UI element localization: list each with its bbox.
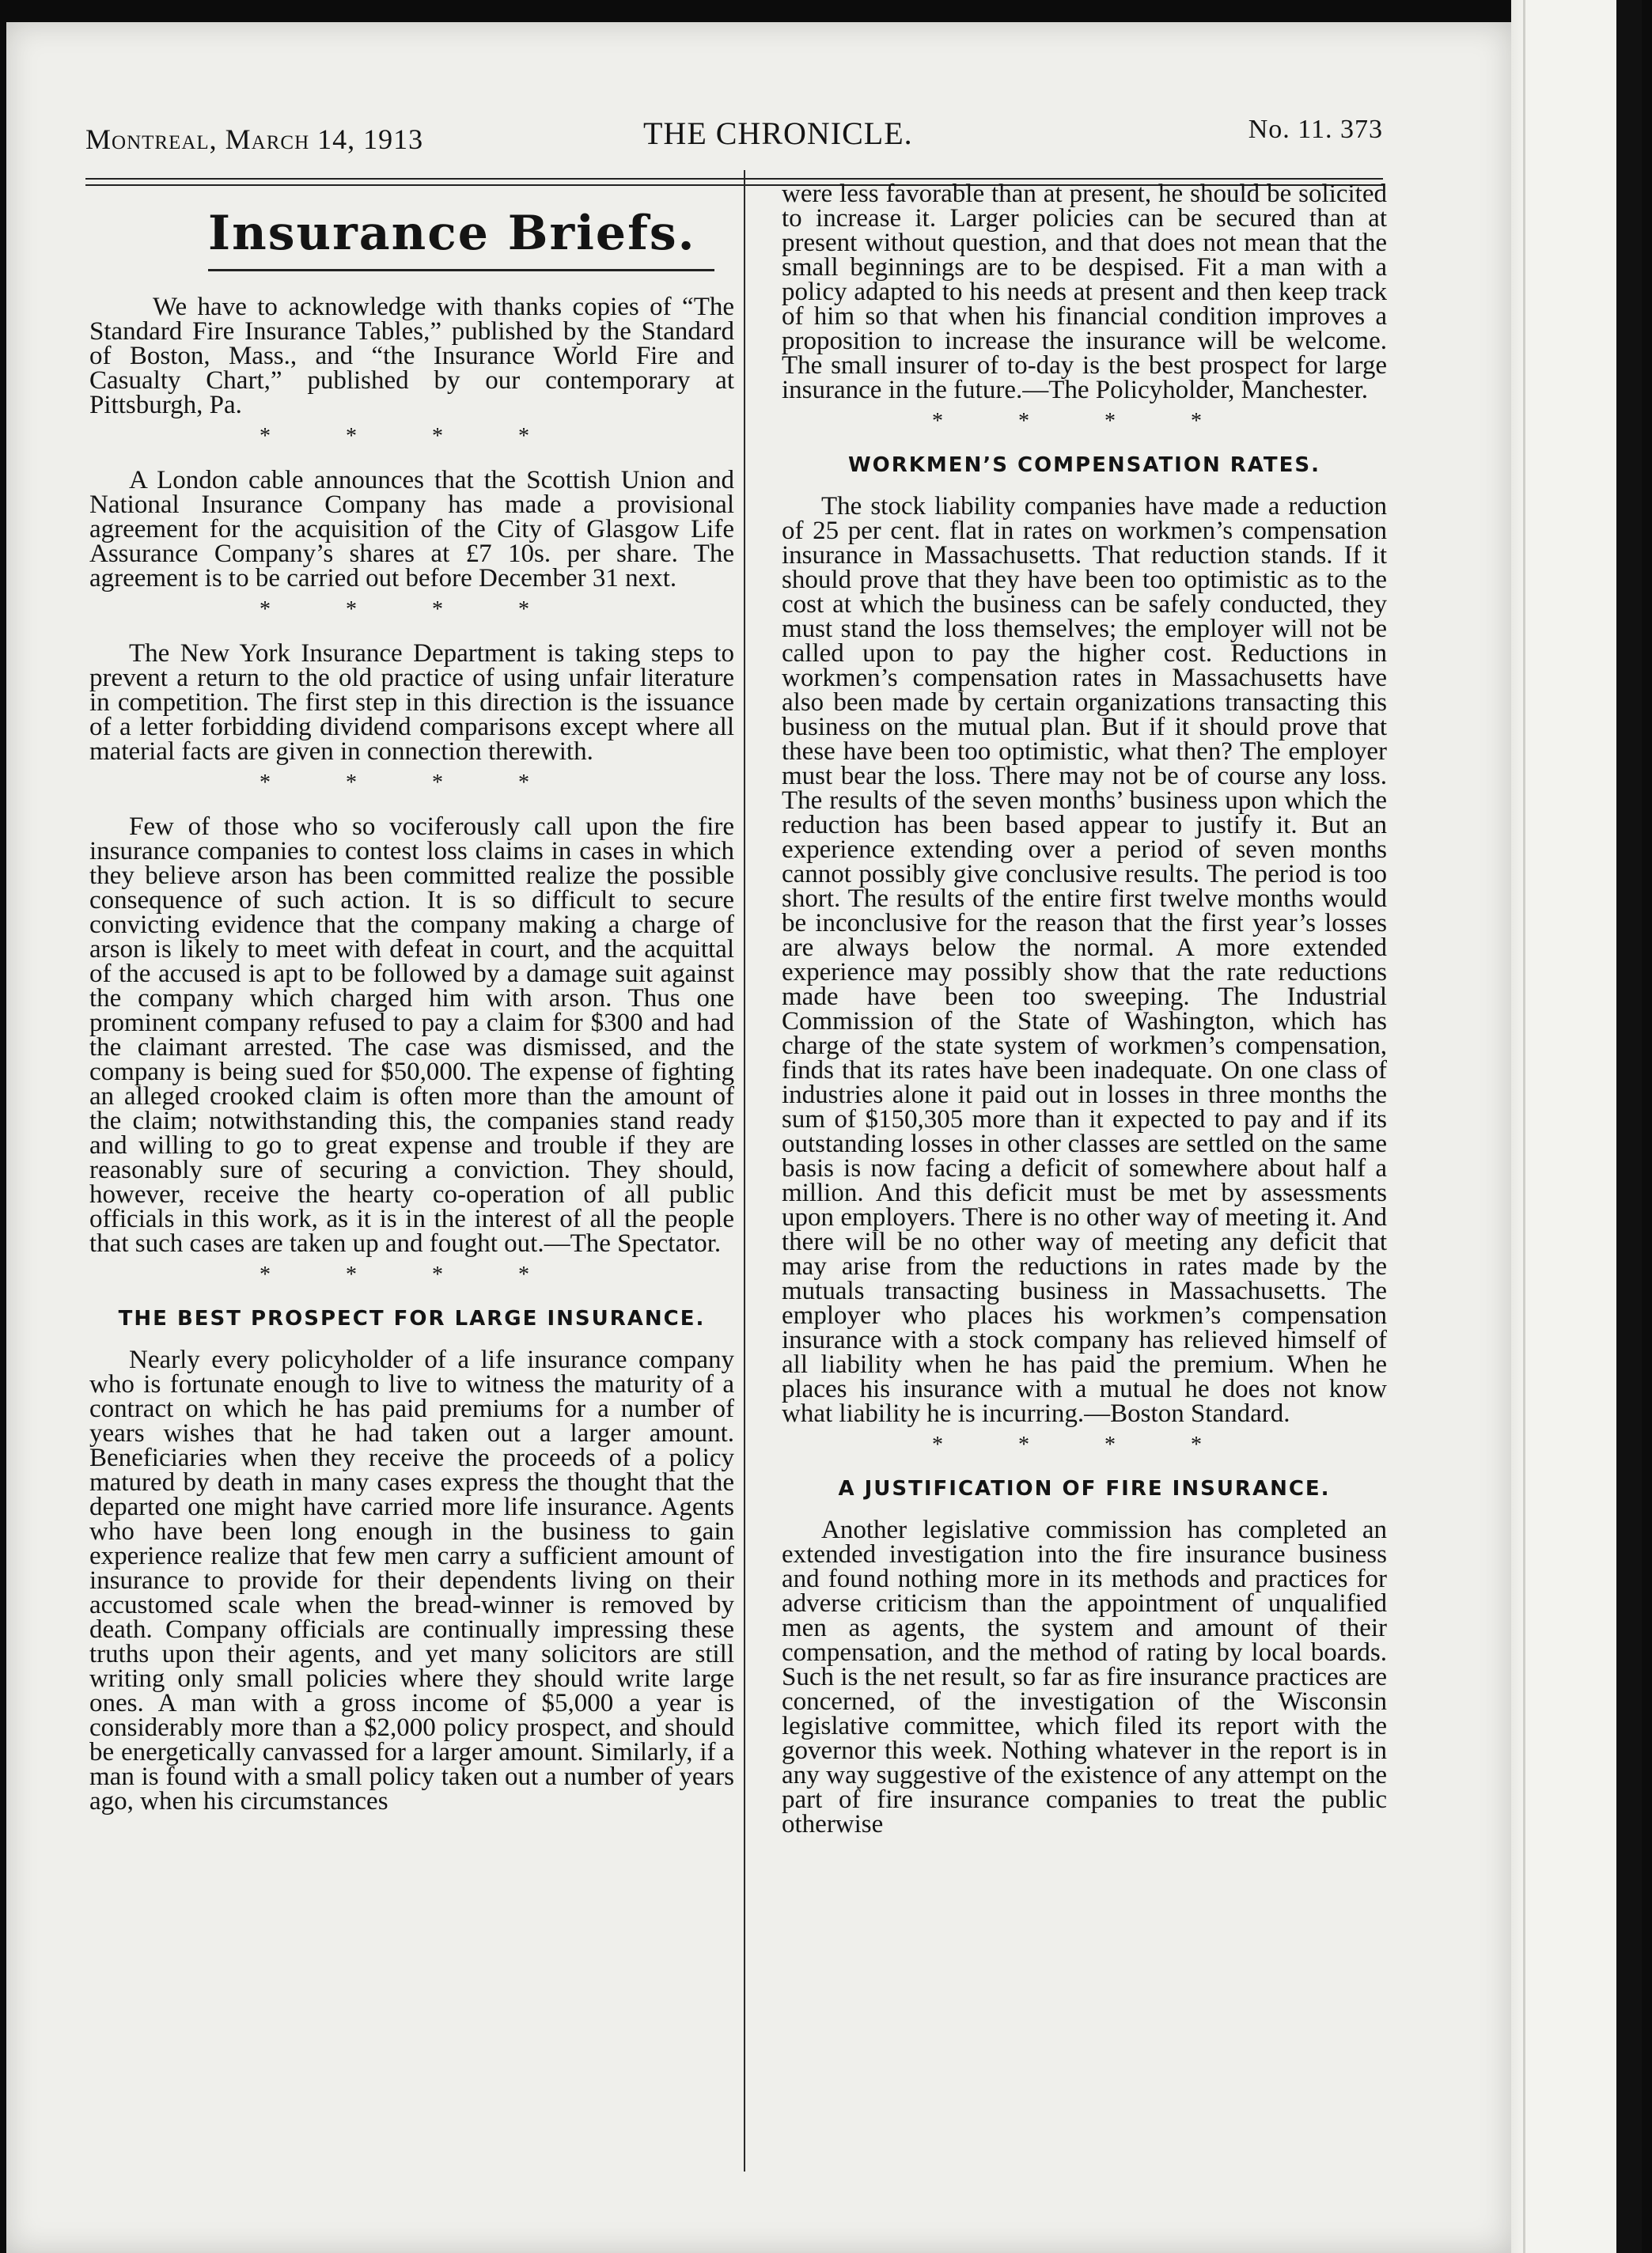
article-paragraph: Nearly every policyholder of a life insurance company who is fortunate enough to live to witness the maturity of a contract on which he has paid premiums for a number of years wishes that he had taken out a larger amount. Beneficiaries when they receive the proceeds of a policy matured by death in many cases express the thought that the departed one might have carried more life insurance. Agents who have been long enough in the business to gain experience realize that few men carry a sufficient amount of insurance to provide for their dependents living on their accustomed scale when the bread-winner is removed by death. Company officials are continually impressing these truths upon their agents, and yet many solicitors are still writing only small policies where they should write large ones. A man with a gross income of $5,000 a year is considerably more than a $2,000 policy prospect, and should be energetically canvassed for a larger amount. Similarly, if a man is found with a small policy taken out a number of years ago, when his circumstances bbox=[89, 1346, 734, 1816]
article-heading: A JUSTIFICATION OF FIRE INSURANCE. bbox=[838, 1477, 1331, 1501]
page-header bbox=[85, 115, 1383, 162]
page-margin-strip bbox=[1523, 0, 1616, 2253]
header-dateline: Montreal, March 14, 1913 bbox=[85, 123, 424, 155]
brief-paragraph: We have to acknowledge with thanks copies of “The Standard Fire Insurance Tables,” published by the Standard of Boston, Mass., and “the Insurance World Fire and Casualty Chart,” published by our contemporary at Pittsburgh, Pa. bbox=[89, 293, 734, 419]
separator-stars: * * * * bbox=[932, 1433, 1237, 1457]
header-issue-page: No. 11. 373 bbox=[1248, 115, 1383, 144]
separator-stars: * * * * bbox=[260, 424, 564, 449]
brief-paragraph: The New York Insurance Department is taking steps to prevent a return to the old practice of using unfair literature in competition. The first step in this direction is the issuance of a letter forbidding dividend comparisons except where all material facts are given in connection therewith. bbox=[89, 639, 734, 766]
separator-stars: * * * * bbox=[260, 597, 564, 622]
section-title: Insurance Briefs. bbox=[208, 206, 696, 261]
article-heading: WORKMEN’S COMPENSATION RATES. bbox=[847, 453, 1320, 477]
brief-paragraph: A London cable announces that the Scottish Union and National Insurance Company has made a provisional agreement for the acquisition of the City of Glasgow Life Assurance Company’s shares at £7 10s. per share. The agreement is to be carried out before December 31 next. bbox=[89, 466, 734, 593]
article-paragraph: The stock liability companies have made a reduction of 25 per cent. flat in rates on workmen’s compensation insurance in Massachusetts. That reduction stands. If it should prove that they have been too optimistic as to the cost at which the business can be safely conducted, they must stand the loss themselves; the employer will not be called upon to pay the higher cost. Reductions in workmen’s compensation rates in Massachusetts have also been made by certain organizations transacting this business on the mutual plan. But if it should prove that these have been too optimistic, what then? The employer must bear the loss. There may not be of course any loss. The results of the seven months’ business upon which the reduction has been based appear to justify it. But an experience extending over a period of seven months cannot possibly give conclusive results. The period is too short. The results of the entire first twelve months would be inconclusive for the reason that the first year’s losses are always below the normal. A more extended experience may possibly show that the rate reductions made have been too sweeping. The Industrial Commission of the State of Washington, which has charge of the state system of workmen’s compensation, finds that its rates have been inadequate. On one class of industries alone it paid out in losses in three months the sum of $150,305 more than it expected to pay and if its outstanding losses in other classes are settled on the same basis is now facing a deficit of somewhere about half a million. And this deficit must be met by assessments upon employers. There is no other way of meeting it. And there will be no other way of meeting any deficit that may arise from the reductions in rates made by the mutuals transacting business in Massachusetts. The employer who places his workmen’s compensation insurance with a stock company has relieved himself of all liability when he has paid the premium. When he places his insurance with a mutual he does not know what liability he is incurring.—Boston Standard. bbox=[782, 492, 1387, 1428]
title-underline bbox=[208, 269, 714, 271]
separator-stars: * * * * bbox=[932, 409, 1237, 434]
brief-paragraph: Few of those who so vociferously call upon the fire insurance companies to contest loss claims in cases in which they believe arson has been committed realize the possible consequence of such action. It is so difficult to secure convicting evidence that the company making a charge of arson is likely to meet with defeat in court, and the acquittal of the accused is apt to be followed by a damage suit against the company which charged him with arson. Thus one prominent company refused to pay a claim for $300 and had the claimant arrested. The case was dismissed, and the company is being sued for $50,000. The expense of fighting an alleged crooked claim is often more than the amount of the claim; notwithstanding this, the companies stand ready and willing to go to great expense and trouble if they are reasonably sure of securing a conviction. They should, however, receive the hearty co-operation of all public officials in this work, as it is in the interest of all the people that such cases are taken up and fought out.—The Spectator. bbox=[89, 812, 734, 1258]
column-divider bbox=[744, 170, 745, 2172]
separator-stars: * * * * bbox=[260, 771, 564, 795]
article-heading: THE BEST PROSPECT FOR LARGE INSURANCE. bbox=[118, 1307, 706, 1331]
separator-stars: * * * * bbox=[260, 1263, 564, 1287]
left-column bbox=[89, 182, 734, 1822]
header-masthead: THE CHRONICLE. bbox=[643, 115, 913, 151]
article-continuation: were less favorable than at present, he should be solicited to increase it. Larger policies can be secured than at present without question, and that does not mean that the small beginnings are to be despised. Fit a man with a policy adapted to his needs at present and then keep track of him so that when his financial condition improves a proposition to increase the insurance will be welcome. The small insurer of to-day is the best prospect for large insurance in the future.—The Policyholder, Manchester. bbox=[782, 180, 1387, 404]
article-paragraph: Another legislative commission has completed an extended investigation into the fire insurance business and found nothing more in its methods and practices for adverse criticism than the appointment of unqualified men as agents, the system and amount of their compensation, and the method of rating by local boards. Such is the net result, so far as fire insurance practices are concerned, of the investigation of the Wisconsin legislative committee, which filed its report with the governor this week. Nothing whatever in the report is in any way suggestive of the existence of any attempt on the part of fire insurance companies to treat the public otherwise bbox=[782, 1516, 1387, 1838]
right-column bbox=[782, 182, 1387, 1845]
